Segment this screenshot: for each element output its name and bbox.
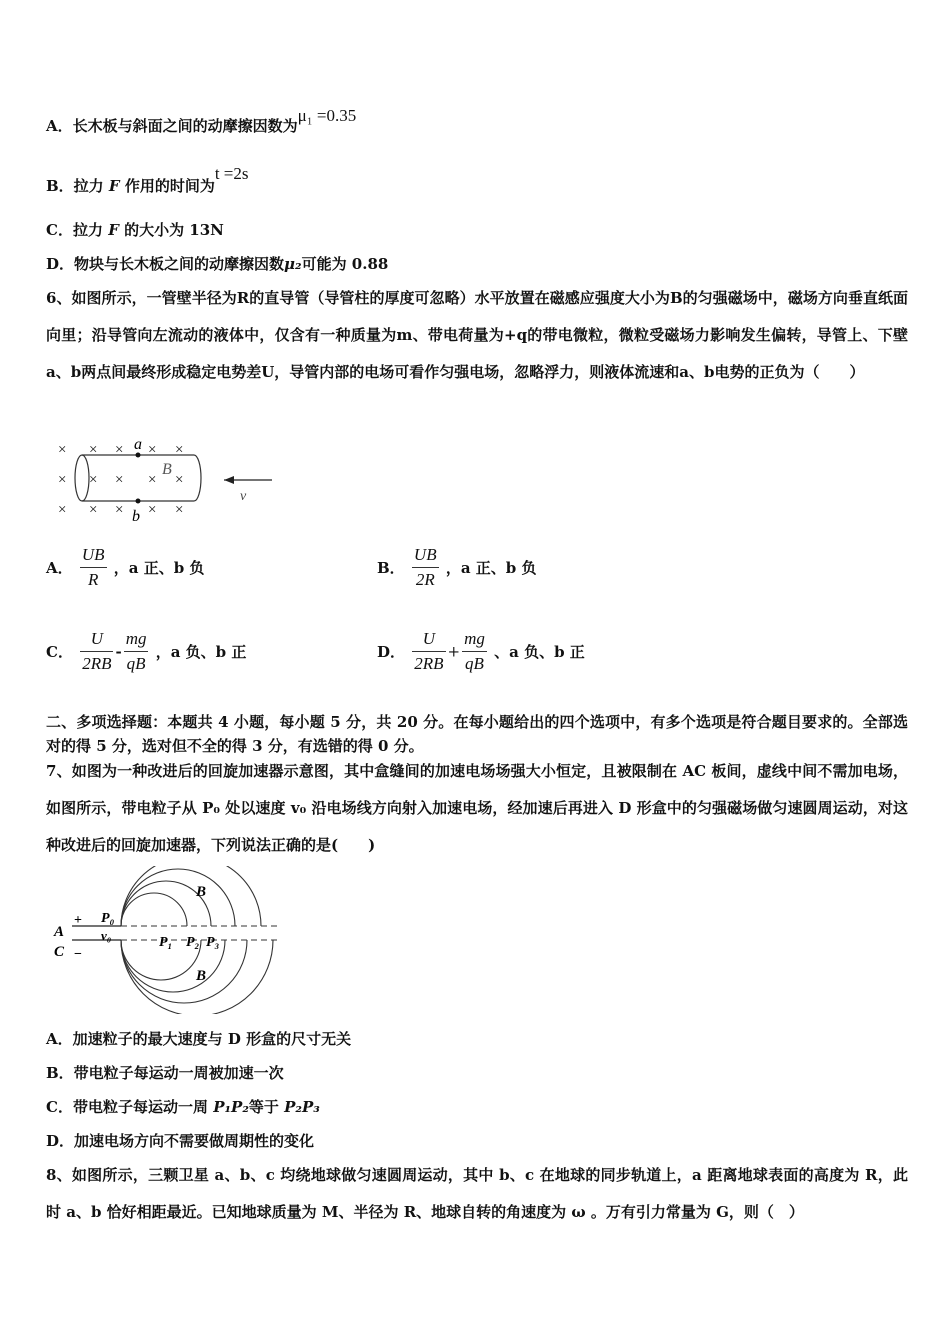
cross-mark: × bbox=[115, 502, 124, 518]
q7-figure bbox=[48, 866, 288, 1014]
q6-stem bbox=[46, 280, 908, 391]
q6-figure bbox=[52, 432, 284, 526]
section2-heading: 二、多项选择题：本题共 4 小题，每小题 5 分，共 20 分。在每小题给出的四个选项中，有多个选项是符合题目要求的。全部选对的得 5 分，选对但不全的得 3 分，有选错的得 0 分。 bbox=[46, 713, 908, 755]
q6-option-c-operator: - bbox=[115, 642, 122, 661]
cross-mark: × bbox=[58, 442, 67, 458]
q6-option-d-fraction-2 bbox=[462, 627, 487, 676]
q6-option-c-fraction-1 bbox=[80, 627, 113, 676]
label-v0: v₀ bbox=[101, 928, 112, 943]
frac-denominator: qB bbox=[126, 654, 146, 673]
q5-option-b-math: t =2s bbox=[214, 164, 249, 183]
q7-option-b: B．带电粒子每运动一周被加速一次 bbox=[46, 1064, 284, 1082]
q5-option-b-label: B．拉力 bbox=[46, 177, 104, 195]
frac-denominator: 2RB bbox=[414, 654, 444, 673]
q7-option-c-var2: P₂P₃ bbox=[284, 1098, 320, 1116]
cross-mark: × bbox=[115, 442, 124, 458]
label-b: b bbox=[132, 508, 140, 525]
label-B-top: B bbox=[196, 884, 207, 900]
q5-option-a-math: μ₁ =0.35 bbox=[297, 106, 357, 125]
q5-option-b bbox=[46, 164, 249, 196]
q5-option-b-text: 作用的时间为 bbox=[124, 177, 215, 195]
q6-option-d bbox=[377, 627, 585, 676]
label-B: B bbox=[162, 461, 172, 478]
q7-option-d: D．加速电场方向不需要做周期性的变化 bbox=[46, 1132, 315, 1150]
q6-number: 6、 bbox=[46, 289, 72, 307]
cross-mark: × bbox=[148, 442, 157, 458]
q6-option-c bbox=[46, 627, 246, 676]
label-P3: P₃ bbox=[206, 935, 220, 950]
label-plus: + bbox=[74, 913, 82, 928]
label-P1: P₁ bbox=[159, 935, 173, 950]
label-P0: P₀ bbox=[101, 911, 115, 926]
orbit-arc bbox=[121, 940, 247, 1003]
q6-option-b-tail: ，a 正、b 负 bbox=[445, 559, 537, 577]
frac-denominator: R bbox=[88, 570, 99, 589]
q8-stem bbox=[46, 1157, 908, 1231]
cross-mark: × bbox=[148, 502, 157, 518]
q7-option-a: A．加速粒子的最大速度与 D 形盒的尺寸无关 bbox=[46, 1030, 352, 1048]
cross-mark: × bbox=[115, 472, 124, 488]
frac-denominator: 2R bbox=[415, 570, 435, 589]
q7-option-c-mid: 等于 bbox=[248, 1098, 279, 1116]
q5-option-b-var: F bbox=[108, 177, 120, 195]
q6-option-d-label: D． bbox=[377, 643, 406, 661]
cross-mark: × bbox=[58, 472, 67, 488]
label-P2: P₂ bbox=[186, 935, 200, 950]
q5-option-d-text: 可能为 0.88 bbox=[301, 255, 389, 273]
q7-stem-text: 如图为一种改进后的回旋加速器示意图，其中盒缝间的加速电场场强大小恒定，且被限制在 AC 板间，虚线中间不需加电场，如图所示，带电粒子从 P₀ 处以速度 v₀ 沿电场线方向射入加速电场，经加速后再进入 D 形盒中的匀强磁场做匀速圆周运动，对这种改进后的回旋加速器，下列说法正确的是( ) bbox=[46, 762, 909, 854]
q5-option-a-label: A．长木板与斜面之间的动摩擦因数为 bbox=[46, 117, 298, 135]
q7-option-c-prefix: C．带电粒子每运动一周 bbox=[46, 1098, 208, 1116]
q6-option-a-label: A． bbox=[46, 559, 73, 577]
frac-numerator: mg bbox=[462, 627, 487, 652]
frac-numerator: UB bbox=[412, 543, 439, 568]
q5-option-d-var: μ₂ bbox=[284, 255, 302, 273]
point-b bbox=[136, 499, 141, 504]
point-a bbox=[136, 453, 141, 458]
velocity-arrow-head bbox=[224, 476, 234, 484]
q6-option-b-label: B． bbox=[377, 559, 405, 577]
frac-numerator: mg bbox=[124, 627, 149, 652]
q7-stem bbox=[46, 753, 908, 864]
cross-mark: × bbox=[89, 502, 98, 518]
cross-mark: × bbox=[58, 502, 67, 518]
cross-mark: × bbox=[175, 502, 184, 518]
q6-stem-text: 如图所示，一管壁半径为R的直导管（导管柱的厚度可忽略）水平放置在磁感应强度大小为B的匀强磁场中，磁场方向垂直纸面向里；沿导管向左流动的液体中，仅含有一种质量为m、带电荷量为+q的带电微粒，微粒受磁场力影响发生偏转，导管上、下壁a、b两点间最终形成稳定电势差U，导管内部的电场可看作匀强电场，忽略浮力，则液体流速和a、b电势的正负为（ ） bbox=[46, 289, 909, 381]
q6-option-c-fraction-2 bbox=[124, 627, 149, 676]
frac-denominator: qB bbox=[465, 654, 484, 673]
q5-option-c-var: F bbox=[108, 221, 119, 239]
label-B-bottom: B bbox=[196, 968, 207, 984]
frac-numerator: U bbox=[80, 627, 113, 652]
q6-option-b bbox=[377, 543, 536, 592]
q6-option-a bbox=[46, 543, 204, 592]
frac-numerator: UB bbox=[80, 543, 107, 568]
cross-mark: × bbox=[175, 472, 184, 488]
label-C: C bbox=[54, 944, 65, 960]
q5-option-c-label: C．拉力 bbox=[46, 221, 103, 239]
frac-numerator: U bbox=[412, 627, 445, 652]
q6-option-d-fraction-1 bbox=[412, 627, 445, 676]
q5-option-d-label: D．物块与长木板之间的动摩擦因数 bbox=[46, 255, 285, 273]
label-v: v bbox=[240, 489, 247, 504]
cross-mark: × bbox=[175, 442, 184, 458]
q6-option-a-fraction bbox=[80, 543, 107, 592]
q5-option-c-text: 的大小为 13N bbox=[124, 221, 224, 239]
q5-option-a bbox=[46, 106, 357, 136]
q6-option-d-operator: + bbox=[447, 642, 461, 661]
q8-stem-text: 如图所示，三颗卫星 a、b、c 均绕地球做匀速圆周运动，其中 b、c 在地球的同步轨道上，a 距离地球表面的高度为 R，此时 a、b 恰好相距最近。已知地球质量为 M、半径为 R、地球自转的角速度为 ω 。万有引力常量为 G，则（ ） bbox=[46, 1166, 908, 1221]
frac-denominator: 2RB bbox=[82, 654, 112, 673]
label-A: A bbox=[54, 924, 65, 940]
cross-mark: × bbox=[89, 472, 98, 488]
magnetic-field-crosses bbox=[58, 442, 183, 518]
label-minus: − bbox=[74, 947, 82, 962]
q6-option-a-tail: ，a 正、b 负 bbox=[113, 559, 205, 577]
q6-option-d-tail: 、a 负、b 正 bbox=[494, 643, 585, 661]
q7-option-c bbox=[46, 1097, 320, 1117]
q8-number: 8、 bbox=[46, 1166, 72, 1184]
q5-option-c bbox=[46, 220, 224, 240]
q7-option-c-var1: P₁P₂ bbox=[213, 1098, 249, 1116]
label-a: a bbox=[134, 436, 142, 453]
cross-mark: × bbox=[148, 472, 157, 488]
q5-option-d bbox=[46, 254, 388, 274]
q6-option-c-tail: ，a 负、b 正 bbox=[155, 643, 247, 661]
q6-option-b-fraction bbox=[412, 543, 439, 592]
q6-option-c-label: C． bbox=[46, 643, 73, 661]
q7-number: 7、 bbox=[46, 762, 72, 780]
orbit-arc bbox=[121, 866, 261, 926]
cross-mark: × bbox=[89, 442, 98, 458]
